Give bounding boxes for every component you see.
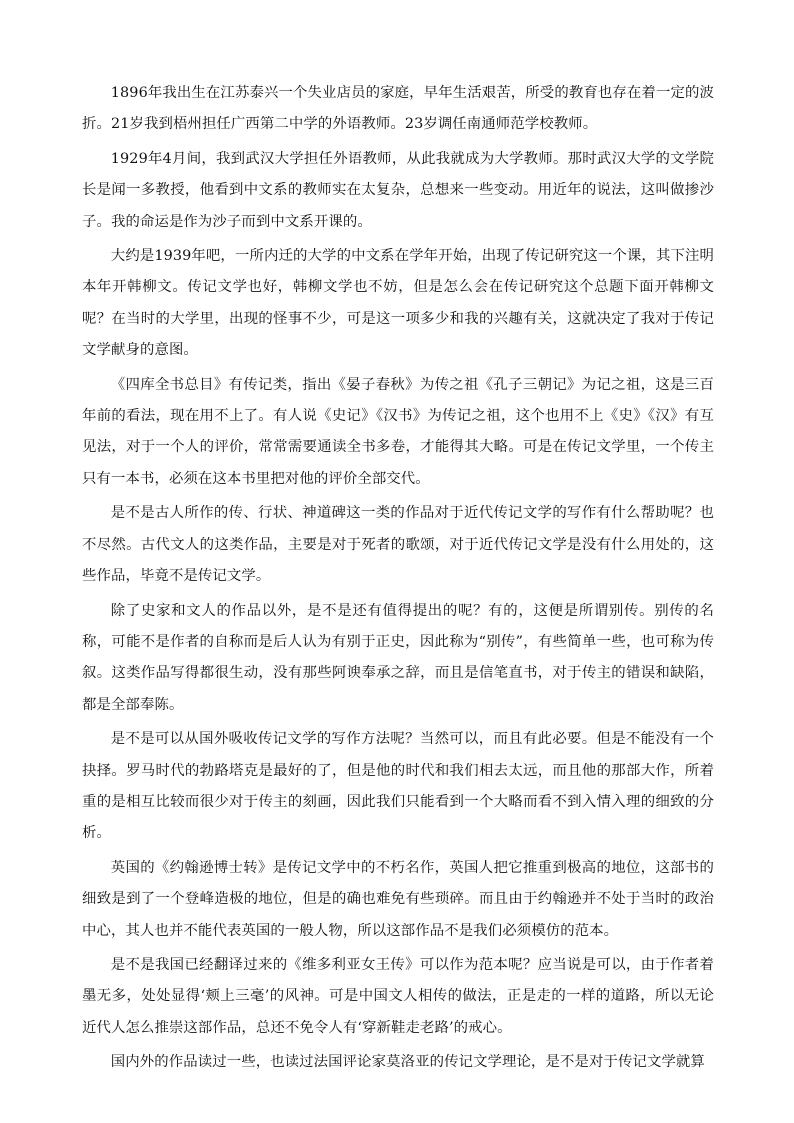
paragraph-6: 除了史家和文人的作品以外，是不是还有值得提出的呢？有的，这便是所谓别传。别传的名称，可能不是作者的自称而是后人认为有别于正史，因此称为“别传”，有些简单一些，也可称为传叙。这类作品写得都很生动，没有那些阿谀奉承之辞，而且是信笔直书，对于传主的错误和缺陷，都是全部奉陈。 xyxy=(82,602,714,713)
paragraph-5: 是不是古人所作的传、行状、神道碑这一类的作品对于近代传记文学的写作有什么帮助呢？也不尽然。古代文人的这类作品，主要是对于死者的歌颂，对于近代传记文学是没有什么用处的，这些作品，毕竟不是传记文学。 xyxy=(82,505,714,585)
paragraph-7: 是不是可以从国外吸收传记文学的写作方法呢？当然可以，而且有此必要。但是不能没有一个抉择。罗马时代的勃路塔克是最好的了，但是他的时代和我们相去太远，而且他的那部大作，所着重的是相互比较而很少对于传主的刻画，因此我们只能看到一个大略而看不到入情入理的细致的分析。 xyxy=(82,731,714,842)
paragraph-9: 是不是我国已经翻译过来的《维多利亚女王传》可以作为范本呢？应当说是可以，由于作者着墨无多，处处显得‘颊上三毫’的风神。可是中国文人相传的做法，正是走的一样的道路，所以无论近代人怎么推崇这部作品，总还不免令人有‘穿新鞋走老路’的戒心。 xyxy=(82,956,714,1036)
paragraph-1: 1896年我出生在江苏泰兴一个失业店员的家庭，早年生活艰苦，所受的教育也存在着一定的波折。21岁我到梧州担任广西第二中学的外语教师。23岁调任南通师范学校教师。 xyxy=(82,85,714,133)
paragraph-4: 《四库全书总目》有传记类，指出《晏子春秋》为传之祖《孔子三朝记》为记之祖，这是三百年前的看法，现在用不上了。有人说《史记》《汉书》为传记之祖，这个也用不上《史》《汉》有互见法，对于一个人的评价，常常需要通读全书多卷，才能得其大略。可是在传记文学里，一个传主只有一本书，必须在这本书里把对他的评价全部交代。 xyxy=(82,376,714,487)
paragraph-3: 大约是1939年吧，一所内迁的大学的中文系在学年开始，出现了传记研究这一个课，其下注明本年开韩柳文。传记文学也好，韩柳文学也不妨，但是怎么会在传记研究这个总题下面开韩柳文呢？在当时的大学里，出现的怪事不少，可是这一项多少和我的兴趣有关，这就决定了我对于传记文学献身的意图。 xyxy=(82,248,714,359)
paragraph-10: 国内外的作品读过一些，也读过法国评论家莫洛亚的传记文学理论，是不是对于传记文学就算 xyxy=(110,1054,705,1071)
document-body xyxy=(82,78,714,1082)
paragraph-2: 1929年4月间，我到武汉大学担任外语教师，从此我就成为大学教师。那时武汉大学的文学院长是闻一多教授，他看到中文系的教师实在太复杂，总想来一些变动。用近年的说法，这叫做掺沙子。我的命运是作为沙子而到中文系开课的。 xyxy=(82,150,714,230)
paragraph-8: 英国的《约翰逊博士转》是传记文学中的不朽名作，英国人把它推重到极高的地位，这部书的细致是到了一个登峰造极的地位，但是的确也难免有些琐碎。而且由于约翰逊并不处于当时的政治中心，其人也并不能代表英国的一般人物，所以这部作品不是我们必须模仿的范本。 xyxy=(82,859,714,939)
